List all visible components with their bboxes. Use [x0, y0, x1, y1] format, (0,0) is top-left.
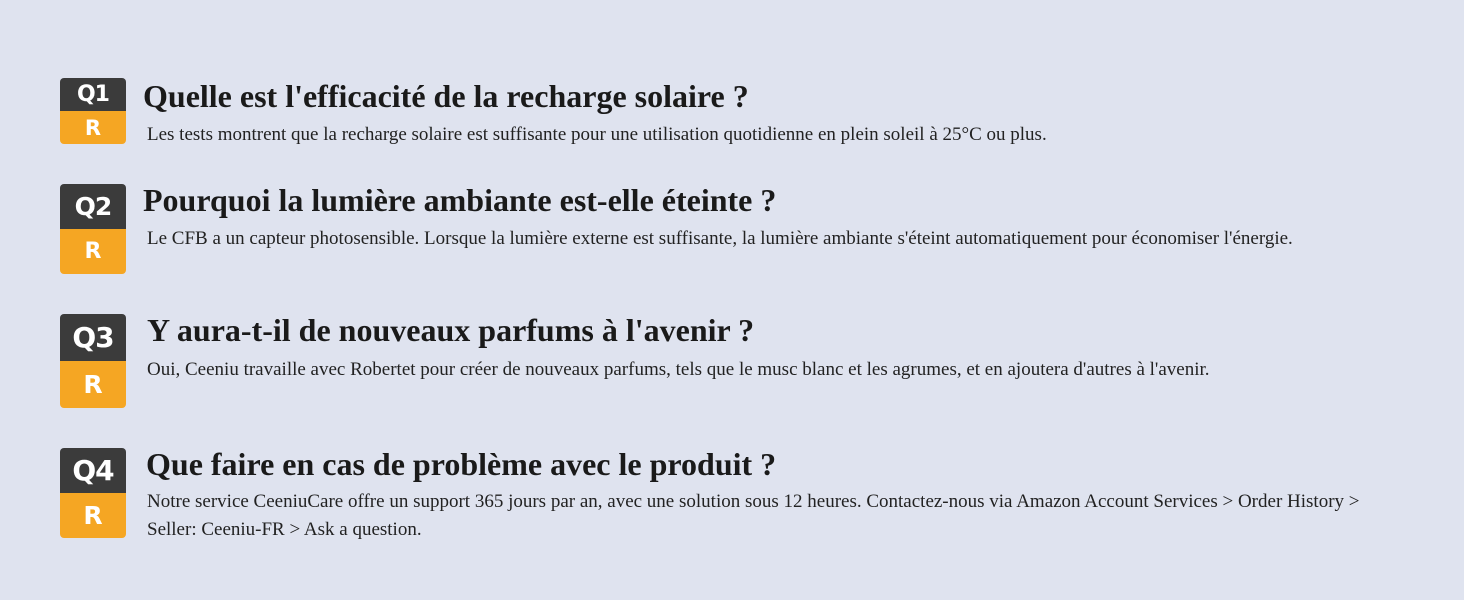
question-badge: Q2 — [60, 184, 126, 229]
question-badge: Q4 — [60, 448, 126, 493]
question-badge: Q3 — [60, 314, 126, 361]
answer-badge: R — [60, 111, 126, 144]
qa-badge — [60, 448, 126, 538]
answer-text: Notre service CeeniuCare offre un support 365 jours par an, avec une solution sous 12 heures. Contactez-nous via Amazon Account Services > Order History > Seller: Ceeniu-FR > Ask a question. — [147, 491, 1360, 540]
qa-badge — [60, 78, 126, 144]
answer-badge: R — [60, 361, 126, 408]
question-title: Y aura-t-il de nouveaux parfums à l'avenir ? — [147, 312, 755, 348]
answer-badge: R — [60, 229, 126, 274]
question-title: Que faire en cas de problème avec le produit ? — [146, 446, 777, 482]
qa-badge — [60, 184, 126, 274]
answer-text: Les tests montrent que la recharge solaire est suffisante pour une utilisation quotidienne en plein soleil à 25°C ou plus. — [147, 124, 1047, 145]
answer-text: Oui, Ceeniu travaille avec Robertet pour créer de nouveaux parfums, tels que le musc blanc et les agrumes, et en ajoutera d'autres à l'avenir. — [147, 359, 1210, 380]
question-title: Quelle est l'efficacité de la recharge solaire ? — [143, 78, 749, 114]
question-badge: Q1 — [60, 78, 126, 111]
question-title: Pourquoi la lumière ambiante est-elle éteinte ? — [143, 182, 777, 218]
qa-badge — [60, 314, 126, 408]
answer-badge: R — [60, 493, 126, 538]
answer-text: Le CFB a un capteur photosensible. Lorsque la lumière externe est suffisante, la lumière ambiante s'éteint automatiquement pour économiser l'énergie. — [147, 228, 1293, 249]
